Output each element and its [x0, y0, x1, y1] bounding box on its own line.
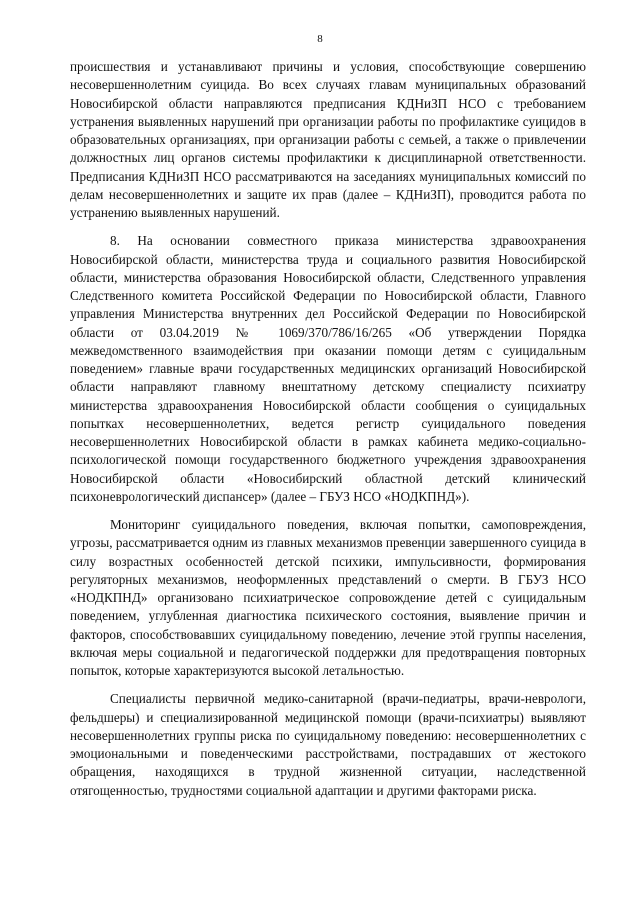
paragraph-item-8: 8. На основании совместного приказа министерства здравоохранения Новосибирской области, министерства труда и социального развития Новосибирской области, министерства образования Новосибирской области, Следственного управления Следственного комитета Российской Федерации по Новосибирской области, Главного управления Министерства внутренних дел Российской Федерации по Новосибирской области от 03.04.2019 № 1069/370/786/16/265 «Об утверждении Порядка межведомственного взаимодействия при оказании помощи детям с суицидальным поведением» главные врачи государственных медицинских организаций Новосибирской области направляют главному внештатному детскому специалисту психиатру министерства здравоохранения Новосибирской области сообщения о суицидальных попытках несовершеннолетних, ведется регистр суицидального поведения несовершеннолетних Новосибирской области в рамках кабинета медико-социально-психологической помощи государственного бюджетного учреждения здравоохранения Новосибирской области «Новосибирский областной детский клинический психоневрологический диспансер» (далее – ГБУЗ НСО «НОДКПНД»). [70, 233, 586, 504]
paragraph-specialists: Специалисты первичной медико-санитарной (врачи-педиатры, врачи-неврологи, фельдшеры) и специализированной медицинской помощи (врачи-психиатры) выявляют несовершеннолетних группы риска по суицидальному поведению: несовершеннолетних с эмоциональными и поведенческими расстройствами, пострадавших от жестокого обращения, находящихся в трудной жизненной ситуации, наследственной отягощенностью, трудностями социальной адаптации и другими факторами риска. [70, 691, 586, 798]
paragraph-continuation: происшествия и устанавливают причины и условия, способствующие совершению несовершеннолетним суицида. Во всех случаях главам муниципальных образований Новосибирской области направляются предписания КДНиЗП НСО с требованием устранения выявленных нарушений при организации работы по профилактике суицидов в образовательных организациях, при организации работы с семьей, а также о привлечении должностных лиц органов системы профилактики к дисциплинарной ответственности. Предписания КДНиЗП НСО рассматриваются на заседаниях муниципальных комиссий по делам несовершеннолетних и защите их прав (далее – КДНиЗП), проводится работа по устранению выявленных нарушений. [70, 59, 586, 220]
document-body [70, 58, 586, 800]
paragraph-monitoring: Мониторинг суицидального поведения, включая попытки, самоповреждения, угрозы, рассматривается одним из главных механизмов превенции завершенного суицида в силу возрастных особенностей детской психики, импульсивности, формирования регуляторных механизмов, неоформленных представлений о смерти. В ГБУЗ НСО «НОДКПНД» организовано психиатрическое сопровождение детей с суицидальным поведением, углубленная диагностика психического состояния, выявление причин и факторов, способствовавших суицидальному поведению, лечение этой группы населения, включая меры социальной и педагогической поддержки для предотвращения повторных попыток, которые характеризуются высокой летальностью. [70, 517, 586, 678]
page-number: 8 [317, 33, 323, 45]
